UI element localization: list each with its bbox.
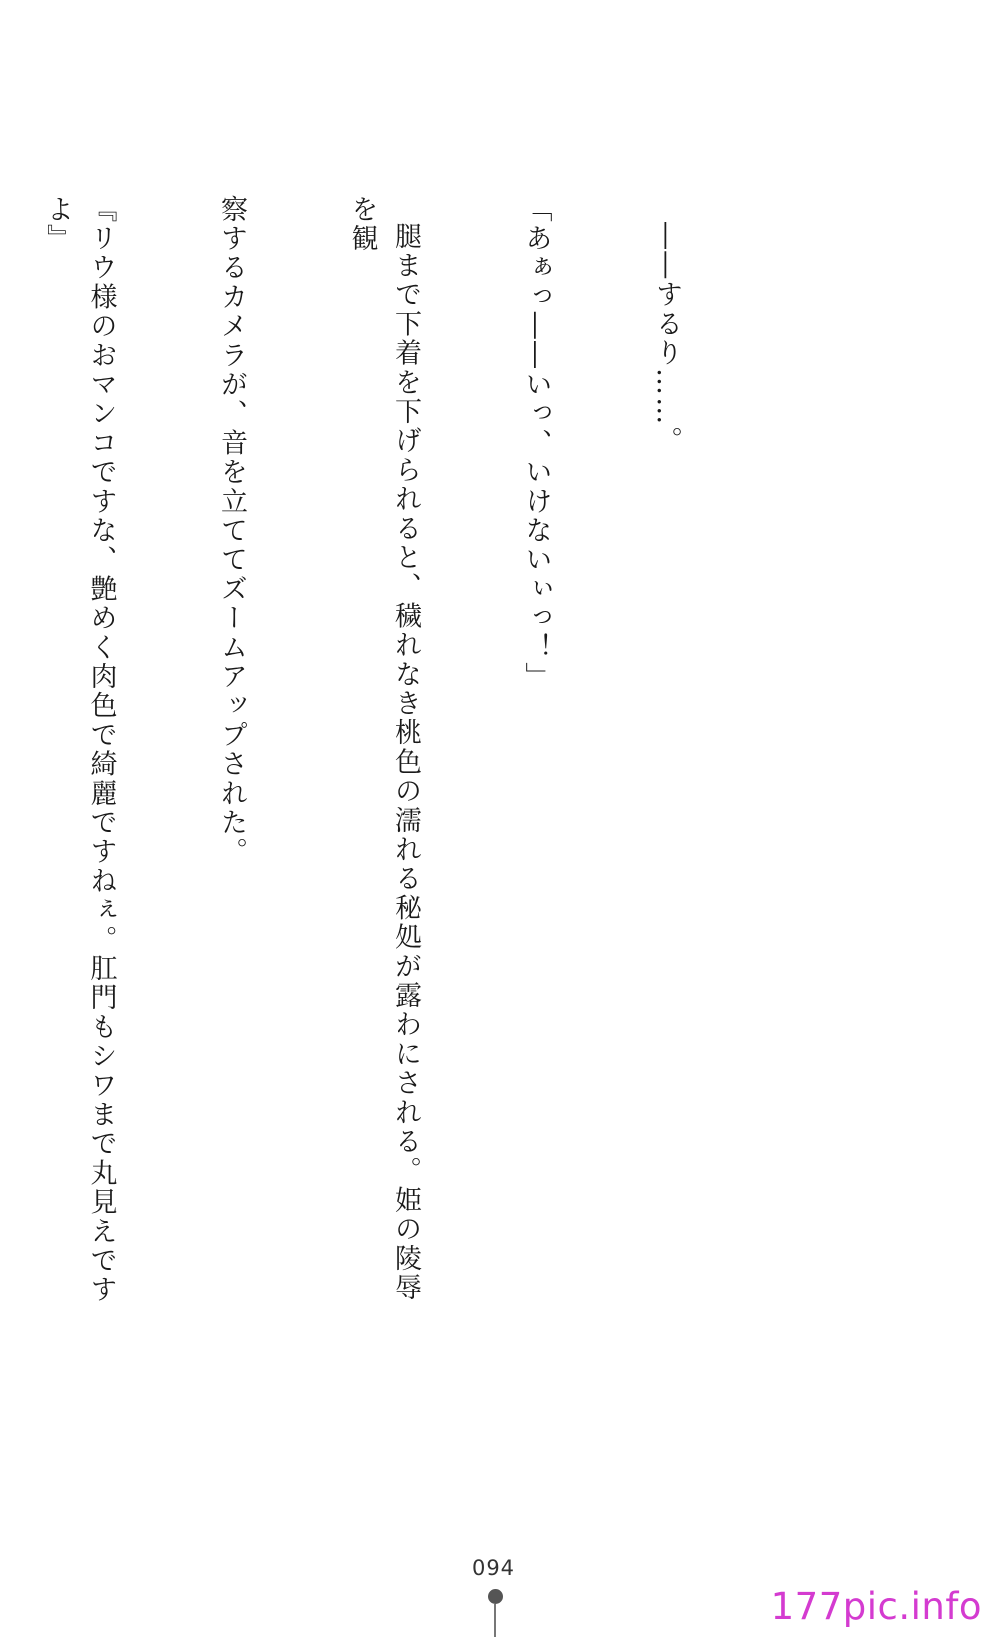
text-line: 「あぁっ――いっ、いけないぃっ！」 <box>520 195 552 692</box>
page-marker-line <box>494 1604 496 1637</box>
page-number: 094 <box>471 1556 516 1580</box>
text-line: 察するカメラが、音を立ててズームアップされた。 <box>216 195 247 867</box>
site-watermark: 177pic.info <box>770 1585 982 1628</box>
vertical-text-body <box>42 195 775 1325</box>
page-marker-dot <box>488 1589 503 1604</box>
text-line: ――するり……。 <box>651 222 682 456</box>
text-line: 腿まで下着を下げられると、穢れなき桃色の濡れる秘処が露わにされる。姫の陵辱を観 <box>346 195 421 1303</box>
text-line: 『リウ様のおマンコですな、艶めく肉色で綺麗ですねぇ。肛門もシワまで丸見えですよ』 <box>42 195 117 1305</box>
